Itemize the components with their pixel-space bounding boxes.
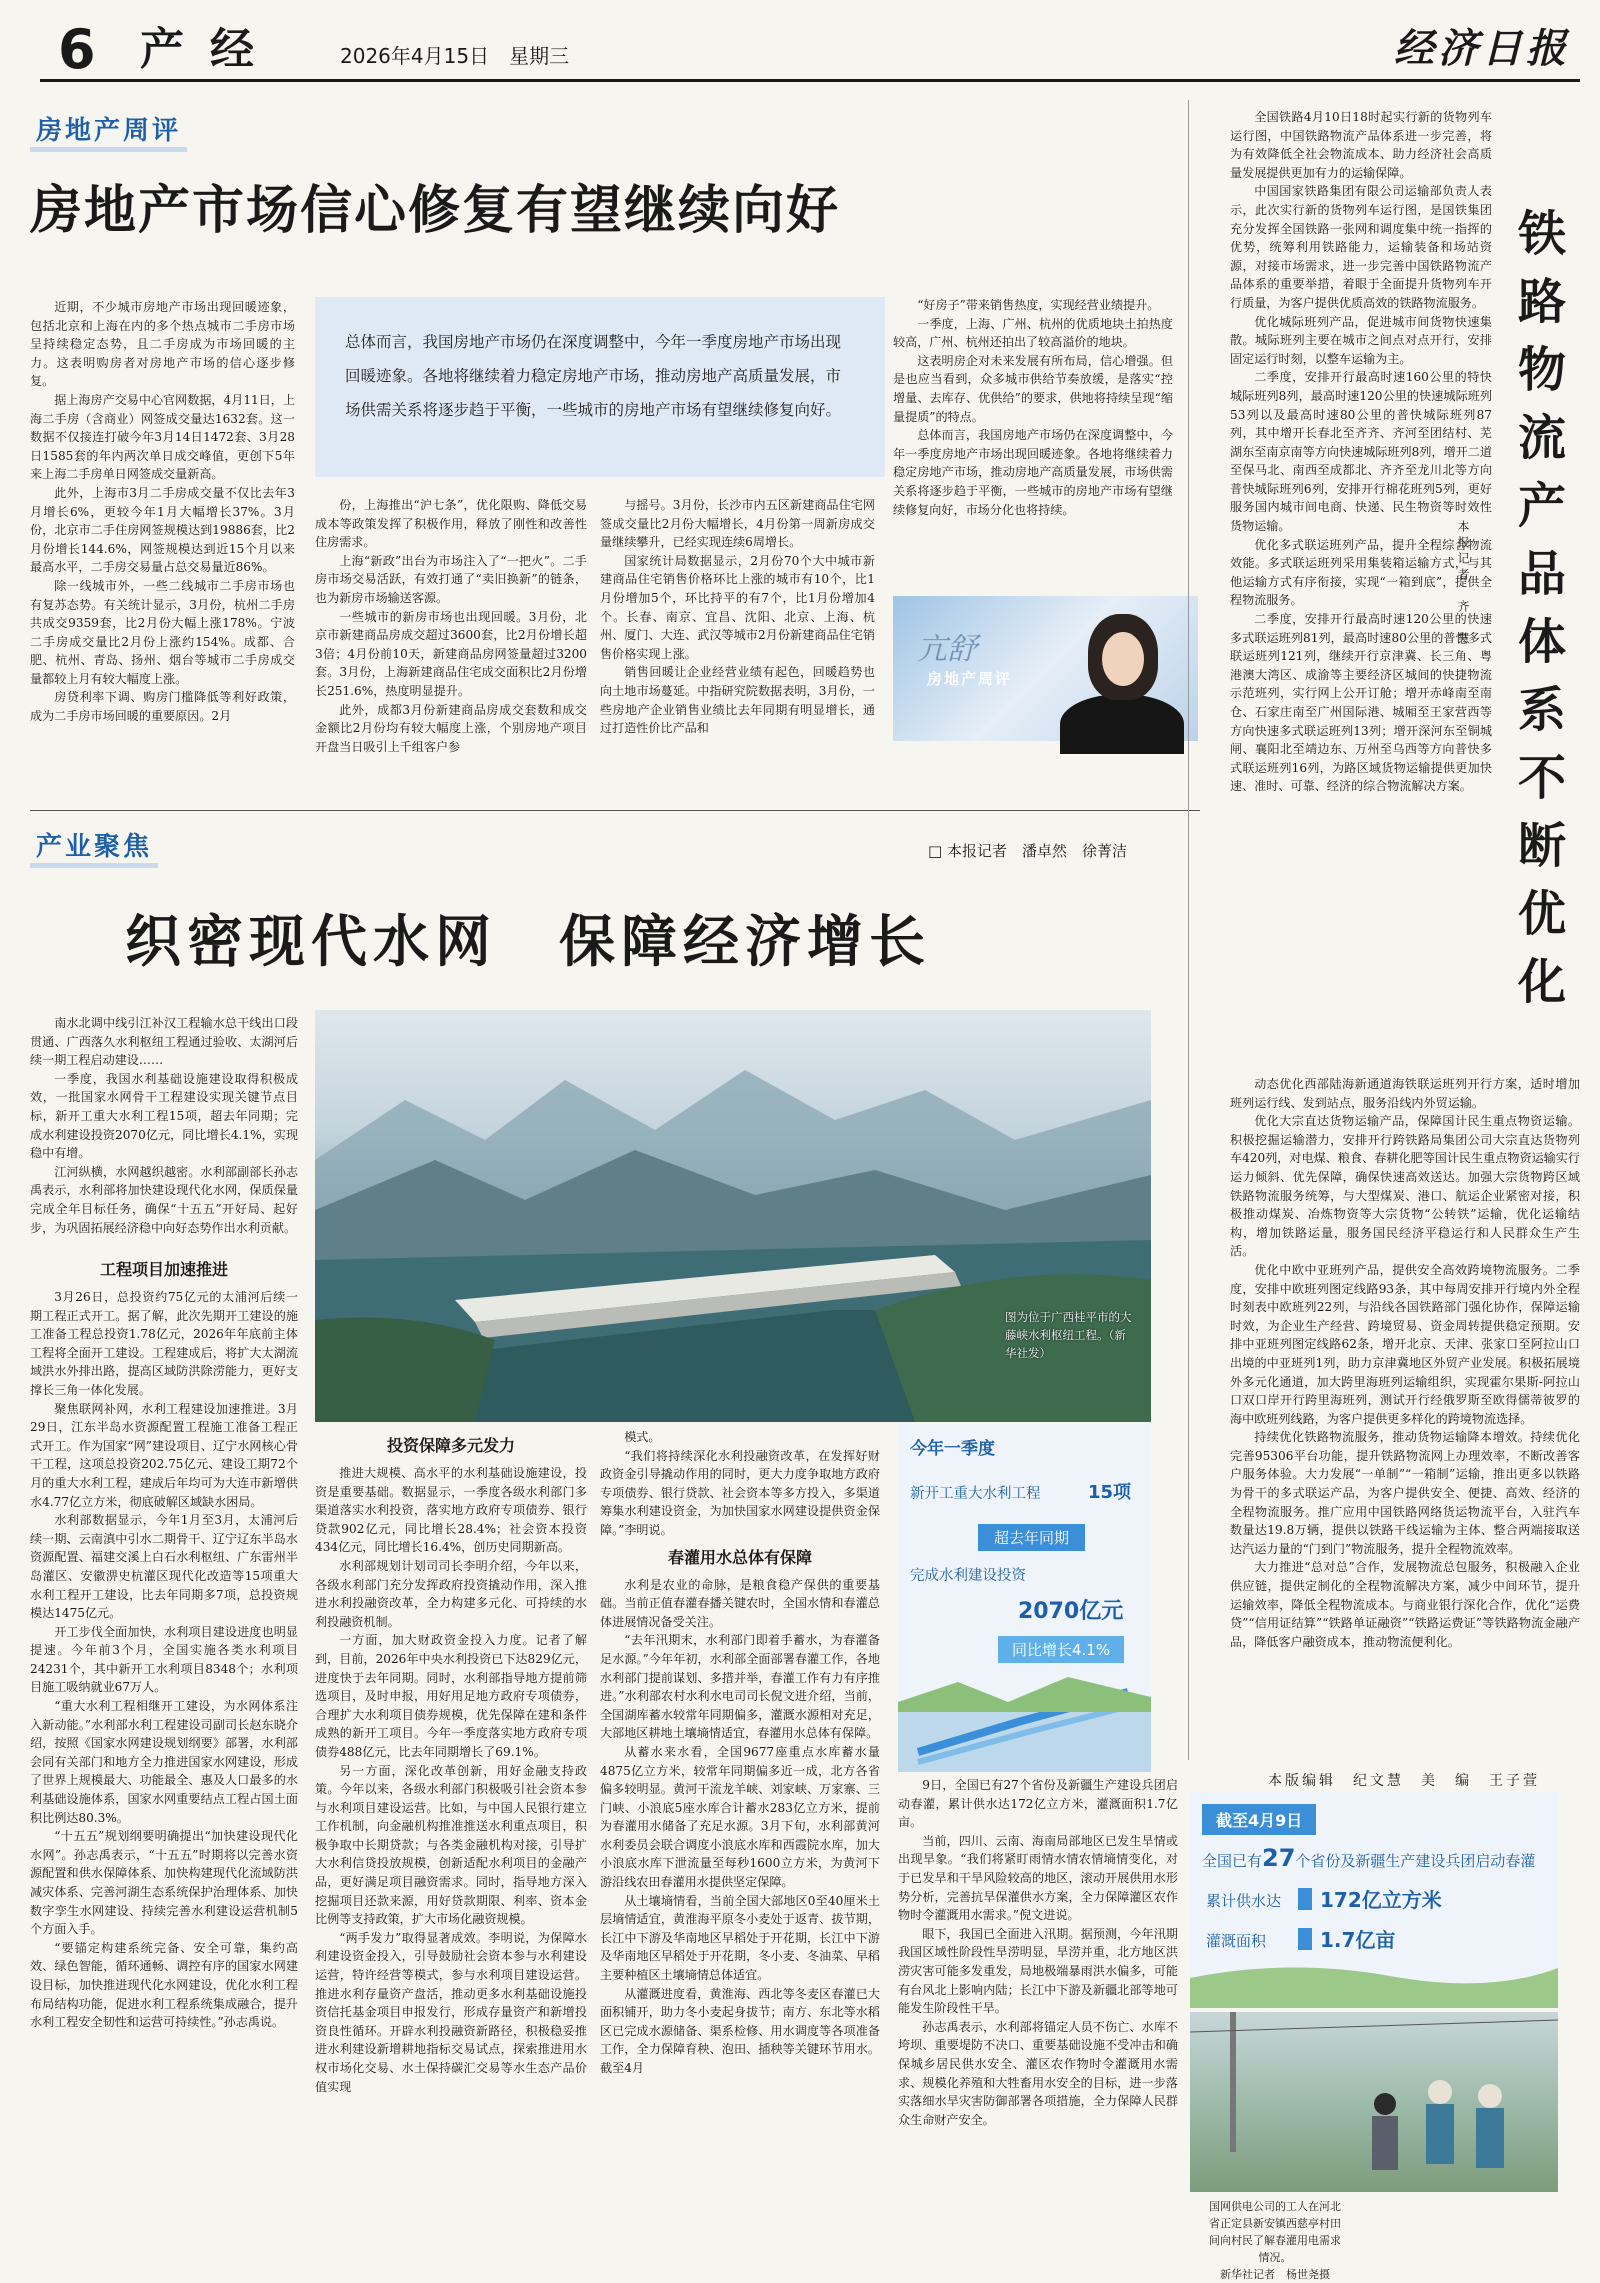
spring-irrigation-infographic [1190, 1792, 1558, 2008]
paragraph: 房贷利率下调、购房门槛降低等利好政策，成为二手房市场回暖的重要原因。2月 [30, 690, 295, 724]
page-number: 6 [58, 18, 96, 81]
paragraph: “好房子”带来销售热度，实现经营业绩提升。 [917, 298, 1160, 312]
article1-col3 [600, 496, 875, 796]
paragraph: 销售回暖让企业经营业绩有起色，回暖趋势也向土地市场蔓延。中指研究院数据表明，3月份，一些房地产企业销售业绩比去年同期有明显增长，通过打造性价比产品和 [600, 665, 875, 736]
paragraph: 优化大宗直达货物运输产品，保障国计民生重点物资运输。积极挖掘运输潜力，安排开行跨铁路局集团公司大宗直达货物列车420列，对电煤、粮食、春耕化肥等国计民生重点物资运输实行运力倾斜、优先保障，确保快速高效送达。加强大宗货物跨区域铁路物流服务统筹，与大型煤炭、港口、航运企业紧密对接，积极推动煤炭、冶炼物资等大宗货物“公转铁”运输，优化运输结构，增加铁路运量，服务国民经济平稳运行和人民群众生产生活。 [1230, 1114, 1580, 1259]
article2-intro-col [30, 1014, 298, 1250]
paragraph: 从蓄水来水看，全国9677座重点水库蓄水量4875亿立方米，较常年同期偏多近一成，北方各省偏多较明显。黄河干流龙羊峡、刘家峡、万家寨、三门峡、小浪底5座水库合计蓄水283亿立方米，提前为春灌用水储备了充足水源。3月下旬，水利部黄河水利委员会联合调度小浪底水库和西霞院水库，加大小浪底水库下泄流量至每秒1600立方米，为黄河下游沿线农田春灌用水提供坚定保障。 [600, 1744, 880, 1890]
masthead-logo: 经济日报 [1394, 25, 1570, 72]
paragraph: 孙志禹表示，水利部将锚定人员不伤亡、水库不垮坝、重要堤防不决口、重要基础设施不受冲击和确保城乡居民供水安全、灌区农作物时令灌溉用水需求、规模化养殖和大牲畜用水安全的目标，进一步落实落细水旱灾害防御部署各项措施，全力保障人民群众生命财产安全。 [898, 2019, 1178, 2127]
exceeds-last-year-pill: 超去年同期 [978, 1524, 1085, 1551]
portrait-face [1088, 614, 1158, 700]
paragraph: 大力推进“总对总”合作，发展物流总包服务，积极融入企业供应链，提供定制化的全程物流解决方案，减少中间环节，提升运输效率，降低全程物流成本。与商业银行深化合作，优化“运费贷”“信用证结算”“铁路单证融资”“铁路运费证”等铁路物流金融产品，降低客户融资成本，推动物流便利化。 [1230, 1560, 1580, 1649]
paragraph: 江河纵横，水网越织越密。水利部副部长孙志禹表示，水利部将加快建设现代化水网，保质保量完成全年目标任务，确保“十五五”开好局、起好步，为巩固拓展经济稳中向好态势作出水利贡献。 [30, 1164, 298, 1235]
article2-col1 [30, 1252, 298, 2257]
workers-illustration [1190, 2012, 1558, 2192]
paragraph: 上海“新政”出台为市场注入了“一把火”。二手房市场交易活跃，有效打通了“卖旧换新”的链条，也为新房市场输送客源。 [315, 553, 587, 605]
paragraph: 一些城市的新房市场也出现回暖。3月份，北京市新建商品房成交超过3600套，比2月份增长超3倍；4月份前10天，新建商品房网签量超过3200套。3月份，上海新建商品住宅成交面积比2月份增长251.6%，热度明显提升。 [315, 609, 587, 698]
arrow-icon [1298, 1928, 1312, 1950]
paragraph: 近期，不少城市房地产市场出现回暖迹象，包括北京和上海在内的多个热点城市二手房市场呈持续稳定态势，且二手房成为市场回暖的主力。这表明购房者对房地产市场的信心逐步修复。 [30, 300, 295, 389]
photo-caption: 图为位于广西桂平市的大藤峡水利枢纽工程。（新华社发） [1005, 1310, 1132, 1360]
pipes-illustration [898, 1662, 1151, 1772]
paragraph: 优化中欧中亚班列产品，提供安全高效跨境物流服务。二季度，安排中欧班列图定线路93条，其中每周安排开行境内外全程时刻表中欧班列22列，与沿线各国铁路部门强化协作，保障运输时效，为企业生产经营、跨境贸易、资金周转提供稳定预期。安排中亚班列图定线路62条，增开北京、天津、张家口至阿拉山口出境的中亚班列1列，助力京津冀地区外贸产业发展。积极拓展境外多元化通道，加大跨里海班列运输组织，实现霍尔果斯-阿拉山口双口岸开行跨里海班列，测试开行经俄罗斯至欧得儒蒂彼罗的海中欧班列线路，为客户提供更多样化的跨境物流选择。 [1230, 1262, 1580, 1426]
power-workers-photo [1190, 2012, 1558, 2192]
paragraph: 份，上海推出“沪七条”，优化限购、降低交易成本等政策发挥了积极作用，释放了刚性和改善性住房需求。 [315, 498, 587, 550]
article2-col3 [600, 1428, 880, 2258]
section-tag-real-estate: 房地产周评 [30, 110, 187, 152]
paragraph: 南水北调中线引江补汉工程输水总干线出口段贯通、广西落久水利枢纽工程通过验收、太湖河后续一期工程启动建设…… [30, 1016, 298, 1068]
provinces-headline [1202, 1844, 1535, 1872]
investment-label: 完成水利建设投资 [910, 1568, 1026, 1584]
paragraph: “我们将持续深化水利投融资改革，在发挥好财政资金引导撬动作用的同时，更大力度争取地方政府专项债券、银行贷款、社会资本等多方投入，多渠道筹集水利建设资金，为加快国家水网建设提供资金保障。”李明说。 [600, 1448, 880, 1537]
paragraph: 全国铁路4月10日18时起实行新的货物列车运行图，中国铁路物流产品体系进一步完善，将为有效降低全社会物流成本、助力经济社会高质量发展提供更加有力的运输保障。 [1230, 110, 1492, 180]
article3-top-col [1230, 108, 1492, 1073]
article2-byline: □ 本报记者 潘卓然 徐菁洁 [928, 842, 1127, 860]
q1-infographic [898, 1424, 1151, 1772]
article1-summary-box: 总体而言，我国房地产市场仍在深度调整中，今年一季度房地产市场出现回暖迹象。各地将继续着力稳定房地产市场，推动房地产高质量发展，市场供需关系将逐步趋于平衡，一些城市的房地产市场有望继续修复向好。 [315, 297, 885, 477]
article2-col4 [898, 1776, 1178, 2258]
paragraph: 模式。 [624, 1430, 661, 1444]
arrow-icon [1298, 1888, 1312, 1910]
paragraph: 据上海房产交易中心官网数据，4月11日，上海二手房（含商业）网签成交量达1632套。这一数据不仅接连打破今年3月14日1472套、3月28日1585套的年内两次单日成交峰值，更创下5年来上海二手房单日网签成交量新高。 [30, 392, 295, 482]
paragraph: 此外，成都3月份新建商品房成交套数和成交金额比2月份均有较大幅度上涨，个别房地产项目开盘当日吸引上千组客户参 [315, 702, 587, 754]
headline-text: 个省份及新疆生产建设兵团启动春灌 [1295, 1852, 1536, 1870]
page-date: 2026年4月15日 星期三 [340, 44, 570, 68]
paragraph: 推进大规模、高水平的水利基础设施建设，投资是重要基础。数据显示，一季度各级水利部门多渠道落实水利投资，落实地方政府专项债券、银行贷款902亿元，同比增长28.4%；社会资本投资434亿元，同比增长16.4%，创历史同期新高。 [315, 1466, 587, 1555]
article1-title: 房地产市场信心修复有望继续向好 [30, 180, 841, 241]
article3-reporter: 本报记者 齐 慧 [1456, 520, 1470, 648]
paragraph: 水利是农业的命脉，是粮食稳产保供的重要基础。当前正值春灌春播关键农时，全国水情和春灌总体进展情况备受关注。 [600, 1577, 880, 1629]
new-projects-value: 15项 [1088, 1482, 1132, 1503]
headline-text: 全国已有 [1202, 1852, 1263, 1870]
article1-col2 [315, 496, 587, 796]
paragraph: 从土壤墒情看，当前全国大部地区0至40厘米土层墒情适宜，黄淮海平原冬小麦处于返青、拔节期，长江中下游及华南地区早稻处于开花期，长江中下游及华南地区早稻处于开花期，冬小麦、冬油菜、早稻主要种植区土壤墒情总体适宜。 [600, 1893, 880, 1983]
paragraph: “十五五”规划纲要明确提出“加快建设现代化水网”。孙志禹表示，“十五五”时期将以完善水资源配置和供水保障体系、加快构建现代化流域防洪减灾体系、完善河湖生态系统保护治理体系、加快数字孪生水网建设、持续完善水利建设运营机制5个方面入手。 [30, 1829, 298, 1937]
paragraph: “要锚定构建系统完备、安全可靠，集约高效、绿色智能，循环通畅、调控有序的国家水网建设目标，加快推进现代化水网建设，优化水利工程布局结构功能，促进水利工程系统集成融合，提升水利工程安全韧性和运营可持续性。”孙志禹说。 [30, 1940, 298, 2030]
paragraph: 除一线城市外，一些二线城市二手房市场也有复苏态势。有关统计显示，3月份，杭州二手房共成交9359套，比2月份大幅上涨178%。宁波二手房成交量比2月份上涨约154%。成都、合肥、杭州、青岛、扬州、烟台等城市二手房成交量都较上月有较大幅度上涨。 [30, 578, 295, 686]
new-projects-label: 新开工重大水利工程 [910, 1486, 1041, 1502]
paragraph: 中国国家铁路集团有限公司运输部负责人表示，此次实行新的货物列车运行图，是国铁集团充分发挥全国铁路一张网和调度集中统一指挥的优势，统筹利用铁路能力，运输装备和场站资源，对接市场需求，进一步完善中国铁路物流产品体系的重要举措，着眼于全面提升货物列车开行质量，为客户提供优质高效的铁路物流服务。 [1230, 184, 1492, 310]
paragraph: 聚焦联网补网，水利工程建设加速推进。3月29日，江东半岛水资源配置工程施工准备工程正式开工。作为国家“网”建设项目、辽宁水网核心骨干工程，这项总投资202.75亿元、建设工期72个月的重大水利工程，建成后年均可为大连市新增供水4.77亿立方米，彻底破解区域缺水困局。 [30, 1401, 298, 1509]
subhead-investment: 投资保障多元发力 [386, 1436, 515, 1455]
paragraph: 与摇号。3月份，长沙市内五区新建商品住宅网签成交量比2月份大幅增长，4月份第一周新房成交量继续攀升，已经实现连续6周增长。 [600, 498, 875, 550]
page-header [40, 18, 1580, 82]
article3-title: 铁路物流产品体系不断优化 [1517, 206, 1566, 1010]
page-section: 产经 [140, 24, 280, 75]
columnist-portrait [893, 596, 1198, 741]
paragraph: “重大水利工程相继开工建设，为水网体系注入新动能。”水利部水利工程建设司副司长赵东晓介绍，按照《国家水网建设规划纲要》部署，水利部会同有关部门和地方全力推进国家水网建设，形成了世界上规模最大、功能最全、惠及人口最多的水利基础设施体系，国家水网重要结点工程占国土面积比例达80.3%。 [30, 1699, 298, 1825]
article1-col1 [30, 298, 295, 798]
growth-pill: 同比增长4.1% [998, 1636, 1124, 1663]
paragraph: 一方面，加大财政资金投入力度。记者了解到，目前，2026年中央水利投资已下达829亿元，进度快于去年同期。同时，水利部指导地方提前筛选项目，及时申报，用好用足地方政府专项债券，合理扩大水利项目债券规模，优先保障在建和条件成熟的新开工项目。今年一季度落实地方政府专项债券488亿元，比去年同期增长了69.1%。 [315, 1633, 587, 1759]
investment-value: 2070亿元 [1018, 1599, 1124, 1624]
photo2-caption [1205, 2198, 1345, 2283]
paragraph: 一季度，上海、广州、杭州的优质地块土拍热度较高，广州、杭州还拍出了较高溢价的地块。 [893, 316, 1173, 350]
article3-bottom-col [1230, 1075, 1580, 1765]
paragraph: 从灌溉进度看，黄淮海、西北等冬麦区春灌已大面积铺开，助力冬小麦起身拔节；南方、东北等水稻区已完成水源储备、渠系检修、用水调度等各项准备工作，全力保障育秧、泡田、插秧等关键环节用水。截至4月 [600, 1986, 880, 2075]
paragraph: “两手发力”取得显著成效。李明说，为保障水利建设资金投入，引导鼓励社会资本参与水利建设运营，特许经营等模式，参与水利项目建设运营。推进水利存量资产盘活，推动更多水利基础设施投资信托基金项目申报发行，形成存量资产和新增投资良性循环。开辟水利投融资新路径，积极稳妥推进水利建设新增耕地指标交易试点，探索推进用水权市场化交易、水土保持碳汇交易等水生态产品价值实现 [315, 1930, 587, 2094]
provinces-count: 27 [1262, 1844, 1296, 1872]
paragraph: 二季度，安排开行最高时速160公里的特快城际班列8列，最高时速120公里的快速城际班列53列以及最高时速80公里的普快城际班列87列，其中增开长春北至齐齐、齐河至团结村、芜湖东至南京南等方向快速城际班列8列，增开二道至保马北、南西至成都北、齐齐至龙川北等方向普快城际班列6列，安排开行棉花班列5列，更好服务国内城市间电商、快递、民生物资等时效性货物运输。 [1230, 370, 1492, 534]
article1-col4 [893, 296, 1173, 586]
divider [30, 810, 1200, 811]
section-tag-industry: 产业聚焦 [30, 826, 158, 868]
subhead-spring-irrigation: 春灌用水总体有保障 [667, 1547, 812, 1567]
paragraph: 国家统计局数据显示，2月份70个大中城市新建商品住宅销售价格环比上涨的城市有10个，比1月份增加5个，环比持平的有7个，比1月份增加4个。长春、南京、宜昌、沈阳、北京、上海、杭州、厦门、大连、武汉等城市2月份新建商品住宅销售价格实现上涨。 [600, 553, 875, 661]
article2-col2 [315, 1428, 587, 2258]
paragraph: 3月26日，总投资约75亿元的太浦河后续一期工程正式开工。据了解，此次先期开工建设的施工准备工程总投资1.78亿元，2026年年底前主体工程将全面开工建设。工程建成后，将扩大太湖流域洪水外排出路，提高区域防洪除涝能力，更好支撑长三角一体化发展。 [30, 1290, 298, 1397]
paragraph: 水利部数据显示，今年1月至3月，太浦河后续一期、云南滇中引水二期骨干、辽宁辽东半岛水资源配置、福建交溪上白石水利枢纽、广东雷州半岛灌区、安徽淠史杭灌区现代化改造等15项重大水利工程开工建设，比去年同期多7项，总投资规模达1475亿元。 [30, 1513, 298, 1621]
paragraph: 这表明房企对未来发展有所布局，信心增强。但是也应当看到，众多城市供给节奏放缓，是落实“控增量、去库存、优供给”的要求，供地将持续呈现“缩量提质”的特点。 [893, 353, 1173, 424]
paragraph: 当前，四川、云南、海南局部地区已发生旱情或出现旱象。“我们将紧盯雨情水情农情墒情变化，对于已发旱和干旱风险较高的地区，滚动开展供用水形势分析，完善抗旱保灌供水方案，全力保障灌区农作物时令灌溉用水需求。”倪文进说。 [898, 1833, 1178, 1923]
area-value: 1.7亿亩 [1320, 1928, 1396, 1952]
dam-photo [315, 1010, 1151, 1422]
paragraph: 持续优化铁路物流服务，推动货物运输降本增效。持续优化完善95306平台功能，提升铁路物流网上办理效率，不断改善客户服务体验。大力发展“一单制”“一箱制”运输，推出更多以铁路为骨干的多式联运产品，为客户提供安全、便捷、高效、经济的全程物流服务。推广应用中国铁路网络货运物流平台，入驻汽车数量达19.8万辆，提供以铁路干线运输为主体、整合两端接取送达汽运力量的“门到门”物流服务，提升全程物流效率。 [1230, 1430, 1580, 1556]
supply-label: 累计供水达 [1206, 1892, 1282, 1910]
paragraph: 优化多式联运班列产品，提升全程综合物流效能。多式联运班列采用集装箱运输方式，与其他运输方式有序衔接，实现“一箱到底”，提供全程物流服务。 [1230, 537, 1492, 608]
paragraph: 总体而言，我国房地产市场仍在深度调整中，今年一季度房地产市场出现回暖迹象。各地将继续着力稳定房地产市场，推动房地产高质量发展，市场供需关系将逐步趋于平衡，一些城市的房地产市场有望继续修复向好，市场分化也将持续。 [893, 428, 1173, 517]
column-label: 房地产周评 [927, 670, 1013, 688]
paragraph: 一季度，我国水利基础设施建设取得积极成效，一批国家水网骨干工程建设实现关键节点目标，新开工重大水利工程15项，超去年同期；完成水利建设投资2070亿元，同比增长4.1%，实现稳中有增。 [30, 1071, 298, 1161]
paragraph: 水利部规划计划司司长李明介绍，今年以来，各级水利部门充分发挥政府投资撬动作用，深入推进水利投融资改革，全力构建多元化、可持续的水利投融资机制。 [315, 1558, 587, 1629]
paragraph: “去年汛期末，水利部门即着手蓄水，为春灌备足水源。”今年年初，水利部全面部署春灌工作，各地水利部门提前谋划、多措并举，春灌工作有力有序推进。”水利部农村水利水电司司长倪文进介绍，当前，全国湖库蓄水较常年同期偏多，灌溉水源相对充足，大部地区耕地土壤墒情适宜，春灌用水总体有保障。 [600, 1633, 880, 1741]
paragraph: 眼下，我国已全面进入汛期。据预测，今年汛期我国区域性阶段性旱涝明显，旱涝并重，北方地区洪涝灾害可能多发重发，局地极端暴雨洪水偏多，可能有台风北上影响内陆；长江中下游及新疆北部等地可能发生阶段性干旱。 [898, 1926, 1178, 2016]
paragraph: 开工步伐全面加快，水利项目建设进度也明显提速。今年前3个月，全国实施各类水利项目24231个，其中新开工水利项目8348个；水利项目施工吸纳就业67万人。 [30, 1624, 298, 1695]
supply-value: 172亿立方米 [1320, 1888, 1442, 1912]
area-label: 灌溉面积 [1206, 1932, 1267, 1950]
photo-credit: 新华社记者 杨世尧摄 [1220, 2268, 1330, 2281]
caption-text: 国网供电公司的工人在河北省正定县新安镇西慈亭村田间向村民了解春灌用电需求情况。 [1209, 2200, 1341, 2264]
paragraph: 此外，上海市3月二手房成交量不仅比去年3月增长6%，更较今年1月大幅增长37%。3月份，北京市二手住房网签规模达到19886套，比2月份增长144.6%，网签规模达到近15个月以来最高水平，二手房交易量占总交易量近86%。 [30, 485, 295, 575]
date-label: 截至4月9日 [1202, 1804, 1316, 1835]
column-divider [1188, 100, 1189, 1760]
paragraph: 另一方面，深化改革创新，用好金融支持政策。今年以来，各级水利部门积极吸引社会资本参与水利项目建设运营。比如，与中国人民银行建立工作机制，向金融机构推准推送水利重点项目，积极争取中长期贷款；与各类金融机构对接，引导扩大水利信贷投放规模，创新适配水利项目的金融产品，更好满足项目融资需求。同时，指导地方深入挖掘项目还款来源，用好贷款期限、利率、资本金比例等支持政策，扩大市场化融资规模。 [315, 1763, 587, 1927]
paragraph: 二季度，安排开行最高时速120公里的快速多式联运班列81列，最高时速80公里的普快多式联运班列121列，继续开行京津冀、长三角、粤港澳大湾区、成渝等主要经济区城间的快捷物流示范班列，实行网上公开订舱；增开赤峰南至南仓、石家庄南至广州国际港、城厢至王家营西等方向快速多式联运班列13列；增开深河东至铜城闸、襄阳北至靖边东、万州至乌西等方向普快多式联运班列16列，为路区域货物运输提供更加快速、准时、可靠、经济的综合物流解决方案。 [1230, 612, 1492, 794]
paragraph: 动态优化西部陆海新通道海铁联运班列开行方案，适时增加班列运行线、发到站点，服务沿线内外贸运输。 [1230, 1077, 1580, 1110]
article2-title: 织密现代水网 保障经济增长 [125, 909, 931, 975]
subhead-projects: 工程项目加速推进 [99, 1260, 228, 1279]
paragraph: 9日，全国已有27个省份及新疆生产建设兵团启动春灌，累计供水达172亿立方米，灌溉面积1.7亿亩。 [898, 1778, 1178, 1830]
editors-credit: 本版编辑 纪文慧 美 编 王子萱 [1268, 1773, 1540, 1789]
field-illustration [1190, 1958, 1558, 2008]
paragraph: 优化城际班列产品，促进城市间货物快速集散。城际班列主要在城市之间点对点开行，安排固定运行时刻，以整车运输为主。 [1230, 314, 1492, 366]
q1-label: 今年一季度 [910, 1439, 995, 1459]
portrait-body [1060, 694, 1184, 754]
columnist-signature: 亢舒 [917, 632, 977, 667]
